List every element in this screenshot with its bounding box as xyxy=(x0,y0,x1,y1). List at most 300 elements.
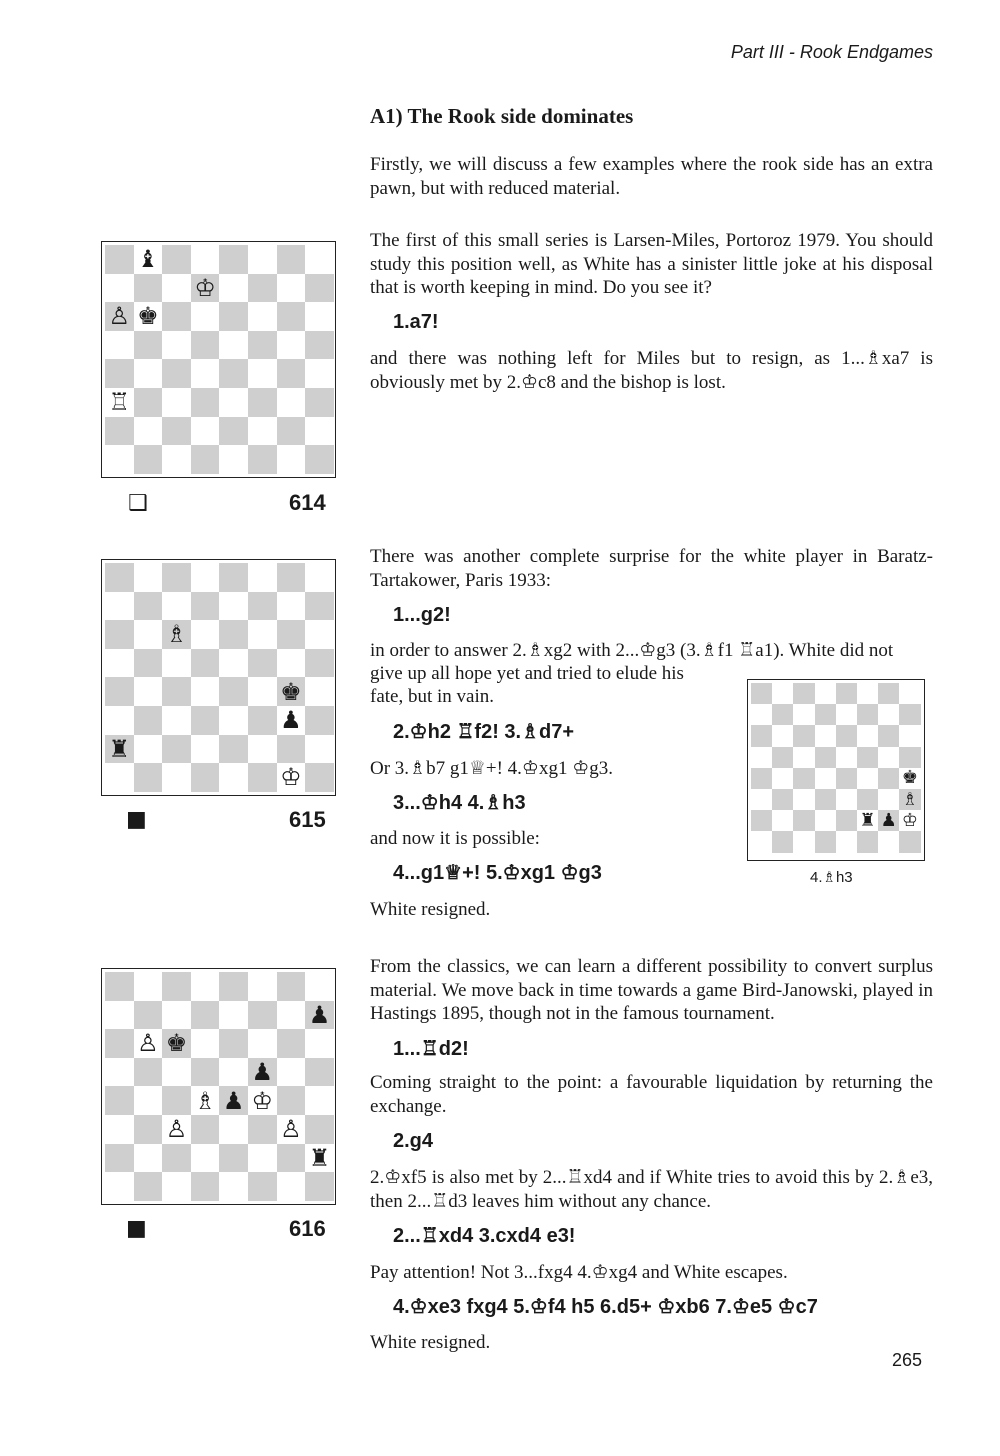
square-d5 xyxy=(191,649,220,678)
square-h1 xyxy=(305,763,334,792)
ex616-move-2: 2.g4 xyxy=(393,1130,434,1152)
square-e7 xyxy=(836,704,857,725)
square-g6 xyxy=(277,302,306,331)
square-h4 xyxy=(305,359,334,388)
square-b3 xyxy=(772,789,793,810)
square-a2 xyxy=(105,1144,134,1173)
square-b8 xyxy=(134,563,163,592)
square-h8 xyxy=(305,563,334,592)
square-h7 xyxy=(305,592,334,621)
square-c5 xyxy=(162,649,191,678)
square-b8 xyxy=(134,245,163,274)
square-d6 xyxy=(191,302,220,331)
square-d4 xyxy=(191,359,220,388)
square-c1 xyxy=(162,763,191,792)
square-h8 xyxy=(899,683,920,704)
square-f8 xyxy=(248,972,277,1001)
square-a6 xyxy=(105,620,134,649)
square-h5 xyxy=(305,1058,334,1087)
square-g3 xyxy=(277,706,306,735)
square-h6 xyxy=(305,302,334,331)
king-piece-g1: ♔ xyxy=(280,763,302,792)
square-a4 xyxy=(105,359,134,388)
square-b3 xyxy=(134,1115,163,1144)
square-d6 xyxy=(191,620,220,649)
square-f4 xyxy=(248,677,277,706)
square-c2 xyxy=(162,1144,191,1173)
square-f2 xyxy=(248,417,277,446)
ex616-paragraph-4: Pay attention! Not 3...fxg4 4.♔xg4 and White escapes. xyxy=(370,1262,788,1283)
square-b3 xyxy=(134,388,163,417)
square-c6 xyxy=(162,620,191,649)
rook-piece-a2: ♜ xyxy=(108,734,131,763)
square-f6 xyxy=(248,302,277,331)
square-g7 xyxy=(277,1001,306,1030)
square-c1 xyxy=(793,831,814,852)
square-a7 xyxy=(105,1001,134,1030)
side-to-move-indicator: ❑ xyxy=(128,491,148,516)
square-g8 xyxy=(277,245,306,274)
square-a5 xyxy=(105,649,134,678)
square-f6 xyxy=(248,620,277,649)
square-d6 xyxy=(191,1029,220,1058)
square-e5 xyxy=(219,331,248,360)
square-b5 xyxy=(772,747,793,768)
square-c3 xyxy=(162,388,191,417)
square-c7 xyxy=(793,704,814,725)
square-e4 xyxy=(219,1086,248,1115)
square-e7 xyxy=(219,592,248,621)
board-grid xyxy=(105,563,334,792)
square-a6 xyxy=(105,302,134,331)
square-g3 xyxy=(878,789,899,810)
square-c7 xyxy=(162,1001,191,1030)
intro-paragraph: Firstly, we will discuss a few examples where the rook side has an extra pawn, but with reduced material. xyxy=(370,154,933,199)
king-piece-h4: ♚ xyxy=(901,767,918,789)
square-d5 xyxy=(191,1058,220,1087)
chess-diagram-616 xyxy=(101,968,336,1205)
square-b1 xyxy=(134,1172,163,1201)
square-d8 xyxy=(191,563,220,592)
square-f4 xyxy=(857,768,878,789)
square-b4 xyxy=(134,359,163,388)
square-c6 xyxy=(793,725,814,746)
king-piece-b6: ♚ xyxy=(137,302,159,331)
square-e6 xyxy=(219,620,248,649)
square-g2 xyxy=(277,735,306,764)
ex616-paragraph-2: Coming straight to the point: a favourable liquidation by returning the exchange. xyxy=(370,1072,933,1117)
square-h3 xyxy=(305,388,334,417)
square-e1 xyxy=(219,445,248,474)
square-a1 xyxy=(751,831,772,852)
square-c7 xyxy=(162,274,191,303)
square-f3 xyxy=(248,706,277,735)
square-g1 xyxy=(277,1172,306,1201)
square-h3 xyxy=(305,1115,334,1144)
square-h4 xyxy=(305,1086,334,1115)
section-title: A1) The Rook side dominates xyxy=(370,104,634,128)
square-d7 xyxy=(191,592,220,621)
square-b3 xyxy=(134,706,163,735)
board-grid xyxy=(105,972,334,1201)
square-d7 xyxy=(815,704,836,725)
king-piece-h2: ♔ xyxy=(901,809,918,831)
bishop-piece-c6: ♗ xyxy=(165,620,188,649)
square-h6 xyxy=(305,1029,334,1058)
square-f6 xyxy=(857,725,878,746)
square-e8 xyxy=(219,563,248,592)
square-g3 xyxy=(277,388,306,417)
square-h7 xyxy=(305,1001,334,1030)
king-piece-g4: ♚ xyxy=(280,677,302,706)
square-a8 xyxy=(105,563,134,592)
ex615-paragraph-2: in order to answer 2.♗xg2 with 2...♔g3 (3.♗f1 ♖a1). White did not xyxy=(370,640,894,661)
square-a3 xyxy=(105,388,134,417)
square-e4 xyxy=(219,677,248,706)
square-h2 xyxy=(305,417,334,446)
square-b6 xyxy=(134,1029,163,1058)
square-c8 xyxy=(162,563,191,592)
square-e7 xyxy=(219,1001,248,1030)
square-e6 xyxy=(836,725,857,746)
square-a4 xyxy=(105,1086,134,1115)
diagram-number: 616 xyxy=(289,1216,326,1241)
rook-piece-a3: ♖ xyxy=(108,388,131,417)
square-f2 xyxy=(248,735,277,764)
square-c2 xyxy=(793,810,814,831)
square-b5 xyxy=(134,1058,163,1087)
square-b7 xyxy=(134,274,163,303)
square-f4 xyxy=(248,1086,277,1115)
square-c5 xyxy=(162,331,191,360)
square-a8 xyxy=(105,245,134,274)
square-e3 xyxy=(836,789,857,810)
square-g1 xyxy=(277,763,306,792)
page-number: 265 xyxy=(891,1350,922,1370)
square-d8 xyxy=(815,683,836,704)
ex616-paragraph-5: White resigned. xyxy=(370,1332,491,1353)
pawn-piece-e4: ♟ xyxy=(222,1086,245,1115)
square-b4 xyxy=(772,768,793,789)
square-f1 xyxy=(248,445,277,474)
square-e8 xyxy=(219,972,248,1001)
board-grid xyxy=(105,245,334,474)
diagram-number: 615 xyxy=(289,807,326,832)
square-a4 xyxy=(751,768,772,789)
square-d6 xyxy=(815,725,836,746)
square-a3 xyxy=(751,789,772,810)
square-f6 xyxy=(248,1029,277,1058)
square-f5 xyxy=(248,331,277,360)
square-d1 xyxy=(191,1172,220,1201)
square-b4 xyxy=(134,677,163,706)
square-b2 xyxy=(134,417,163,446)
rook-piece-f2: ♜ xyxy=(859,809,876,831)
square-g7 xyxy=(878,704,899,725)
square-g6 xyxy=(277,1029,306,1058)
square-a4 xyxy=(105,677,134,706)
square-d3 xyxy=(191,388,220,417)
pawn-piece-b6: ♙ xyxy=(137,1029,159,1058)
ex615-paragraph-2-line-2: give up all hope yet and tried to elude his xyxy=(370,663,684,684)
square-f4 xyxy=(248,359,277,388)
pawn-piece-g3: ♟ xyxy=(280,706,302,735)
square-f3 xyxy=(248,388,277,417)
square-e1 xyxy=(836,831,857,852)
running-header: Part III - Rook Endgames xyxy=(730,42,933,62)
square-f5 xyxy=(248,1058,277,1087)
side-to-move-indicator: ■ xyxy=(126,1216,147,1241)
square-e4 xyxy=(219,359,248,388)
square-f1 xyxy=(857,831,878,852)
square-d1 xyxy=(191,445,220,474)
square-a3 xyxy=(105,1115,134,1144)
ex615-move-3: 3...♔h4 4.♗h3 xyxy=(393,792,526,814)
square-f7 xyxy=(248,1001,277,1030)
square-b2 xyxy=(772,810,793,831)
square-b1 xyxy=(772,831,793,852)
ex615-paragraph-4: and now it is possible: xyxy=(370,828,540,849)
square-d3 xyxy=(191,706,220,735)
square-h1 xyxy=(899,831,920,852)
pawn-piece-h7: ♟ xyxy=(308,1000,331,1029)
square-f1 xyxy=(248,1172,277,1201)
square-d5 xyxy=(191,331,220,360)
square-e1 xyxy=(219,1172,248,1201)
inset-chess-diagram xyxy=(747,679,925,861)
square-a2 xyxy=(105,735,134,764)
ex615-move-2: 2.♔h2 ♖f2! 3.♗d7+ xyxy=(393,721,575,743)
square-b2 xyxy=(134,735,163,764)
square-e2 xyxy=(219,735,248,764)
ex614-move-1: 1.a7! xyxy=(393,311,439,333)
square-g5 xyxy=(277,331,306,360)
square-e2 xyxy=(219,1144,248,1173)
square-h3 xyxy=(305,706,334,735)
square-d3 xyxy=(815,789,836,810)
square-c3 xyxy=(793,789,814,810)
square-e1 xyxy=(219,763,248,792)
square-g5 xyxy=(277,649,306,678)
square-d2 xyxy=(191,1144,220,1173)
square-h2 xyxy=(899,810,920,831)
square-c8 xyxy=(793,683,814,704)
square-a3 xyxy=(105,706,134,735)
square-d7 xyxy=(191,274,220,303)
square-f7 xyxy=(248,592,277,621)
square-e3 xyxy=(219,388,248,417)
square-h8 xyxy=(305,972,334,1001)
square-e8 xyxy=(219,245,248,274)
king-piece-f4: ♔ xyxy=(251,1086,274,1115)
square-f5 xyxy=(248,649,277,678)
square-g6 xyxy=(878,725,899,746)
square-h3 xyxy=(899,789,920,810)
pawn-piece-g2: ♟ xyxy=(880,809,897,831)
square-e2 xyxy=(219,417,248,446)
square-g3 xyxy=(277,1115,306,1144)
square-c1 xyxy=(162,1172,191,1201)
square-d1 xyxy=(191,763,220,792)
square-b8 xyxy=(134,972,163,1001)
square-g4 xyxy=(277,677,306,706)
square-a8 xyxy=(105,972,134,1001)
square-e5 xyxy=(219,1058,248,1087)
ex616-move-1: 1...♖d2! xyxy=(393,1038,469,1060)
square-c8 xyxy=(162,245,191,274)
square-h4 xyxy=(899,768,920,789)
inset-caption: 4.♗h3 xyxy=(810,869,853,886)
square-g1 xyxy=(277,445,306,474)
square-c2 xyxy=(162,417,191,446)
diagram-number: 614 xyxy=(289,490,326,515)
square-d5 xyxy=(815,747,836,768)
square-c1 xyxy=(162,445,191,474)
square-b7 xyxy=(134,592,163,621)
ex615-paragraph-2-line-3: fate, but in vain. xyxy=(370,686,494,707)
ex615-move-1: 1...g2! xyxy=(393,604,451,626)
square-b6 xyxy=(772,725,793,746)
square-h1 xyxy=(305,1172,334,1201)
square-d2 xyxy=(815,810,836,831)
square-a5 xyxy=(751,747,772,768)
square-g5 xyxy=(878,747,899,768)
square-h5 xyxy=(305,331,334,360)
square-d4 xyxy=(191,677,220,706)
square-f5 xyxy=(857,747,878,768)
square-h2 xyxy=(305,1144,334,1173)
ex615-paragraph-5: White resigned. xyxy=(370,899,491,920)
square-g5 xyxy=(277,1058,306,1087)
square-h2 xyxy=(305,735,334,764)
square-h7 xyxy=(899,704,920,725)
square-d2 xyxy=(191,417,220,446)
square-c7 xyxy=(162,592,191,621)
pawn-piece-c3: ♙ xyxy=(165,1115,188,1144)
king-piece-d7: ♔ xyxy=(194,273,216,302)
square-b1 xyxy=(134,445,163,474)
square-b5 xyxy=(134,649,163,678)
square-e5 xyxy=(219,649,248,678)
square-b7 xyxy=(134,1001,163,1030)
square-a2 xyxy=(751,810,772,831)
square-h5 xyxy=(899,747,920,768)
square-a7 xyxy=(751,704,772,725)
square-e2 xyxy=(836,810,857,831)
square-h4 xyxy=(305,677,334,706)
square-h1 xyxy=(305,445,334,474)
square-c3 xyxy=(162,706,191,735)
square-a7 xyxy=(105,592,134,621)
square-f8 xyxy=(248,563,277,592)
square-d3 xyxy=(191,1115,220,1144)
ex615-paragraph-3: Or 3.♗b7 g1♕+! 4.♔xg1 ♔g3. xyxy=(370,758,613,779)
square-f8 xyxy=(857,683,878,704)
pawn-piece-f5: ♟ xyxy=(251,1058,274,1087)
square-g1 xyxy=(878,831,899,852)
square-g4 xyxy=(277,1086,306,1115)
square-d1 xyxy=(815,831,836,852)
square-b2 xyxy=(134,1144,163,1173)
square-g2 xyxy=(277,417,306,446)
square-g7 xyxy=(277,592,306,621)
square-b8 xyxy=(772,683,793,704)
ex615-paragraph-1: There was another complete surprise for the white player in Baratz-Tartakower, Paris 1933: xyxy=(370,546,933,591)
square-a1 xyxy=(105,445,134,474)
square-f2 xyxy=(857,810,878,831)
square-c6 xyxy=(162,1029,191,1058)
square-c4 xyxy=(162,677,191,706)
square-g8 xyxy=(277,972,306,1001)
square-h6 xyxy=(899,725,920,746)
square-c4 xyxy=(162,359,191,388)
square-a7 xyxy=(105,274,134,303)
ex616-move-4: 4.♔xe3 fxg4 5.♔f4 h5 6.d5+ ♔xb6 7.♔e5 ♔c7 xyxy=(393,1296,818,1318)
square-e4 xyxy=(836,768,857,789)
square-d8 xyxy=(191,972,220,1001)
square-e6 xyxy=(219,1029,248,1058)
square-f2 xyxy=(248,1144,277,1173)
square-d7 xyxy=(191,1001,220,1030)
square-a1 xyxy=(105,763,134,792)
square-f3 xyxy=(857,789,878,810)
pawn-piece-g3: ♙ xyxy=(280,1115,302,1144)
square-d8 xyxy=(191,245,220,274)
square-e6 xyxy=(219,302,248,331)
square-c8 xyxy=(162,972,191,1001)
bishop-piece-d4: ♗ xyxy=(194,1086,216,1115)
square-g2 xyxy=(878,810,899,831)
square-f7 xyxy=(857,704,878,725)
square-g4 xyxy=(878,768,899,789)
square-c5 xyxy=(793,747,814,768)
square-d2 xyxy=(191,735,220,764)
chess-diagram-615 xyxy=(101,559,336,796)
square-b6 xyxy=(134,620,163,649)
square-h7 xyxy=(305,274,334,303)
chess-diagram-614 xyxy=(101,241,336,478)
square-d4 xyxy=(191,1086,220,1115)
bishop-piece-b8: ♝ xyxy=(137,245,159,274)
square-g6 xyxy=(277,620,306,649)
board-grid xyxy=(751,683,921,853)
square-a8 xyxy=(751,683,772,704)
square-e8 xyxy=(836,683,857,704)
ex616-move-3: 2...♖xd4 3.cxd4 e3! xyxy=(393,1225,576,1247)
square-c2 xyxy=(162,735,191,764)
square-b5 xyxy=(134,331,163,360)
square-a1 xyxy=(105,1172,134,1201)
square-f1 xyxy=(248,763,277,792)
square-c6 xyxy=(162,302,191,331)
square-c4 xyxy=(793,768,814,789)
square-c4 xyxy=(162,1086,191,1115)
square-b6 xyxy=(134,302,163,331)
square-g2 xyxy=(277,1144,306,1173)
bishop-piece-h3: ♗ xyxy=(901,788,918,810)
square-g4 xyxy=(277,359,306,388)
rook-piece-h2: ♜ xyxy=(308,1143,331,1172)
side-to-move-indicator: ■ xyxy=(126,807,147,832)
pawn-piece-a6: ♙ xyxy=(108,302,131,331)
square-c5 xyxy=(162,1058,191,1087)
square-e5 xyxy=(836,747,857,768)
square-g8 xyxy=(277,563,306,592)
square-a2 xyxy=(105,417,134,446)
square-h5 xyxy=(305,649,334,678)
square-f3 xyxy=(248,1115,277,1144)
square-c3 xyxy=(162,1115,191,1144)
